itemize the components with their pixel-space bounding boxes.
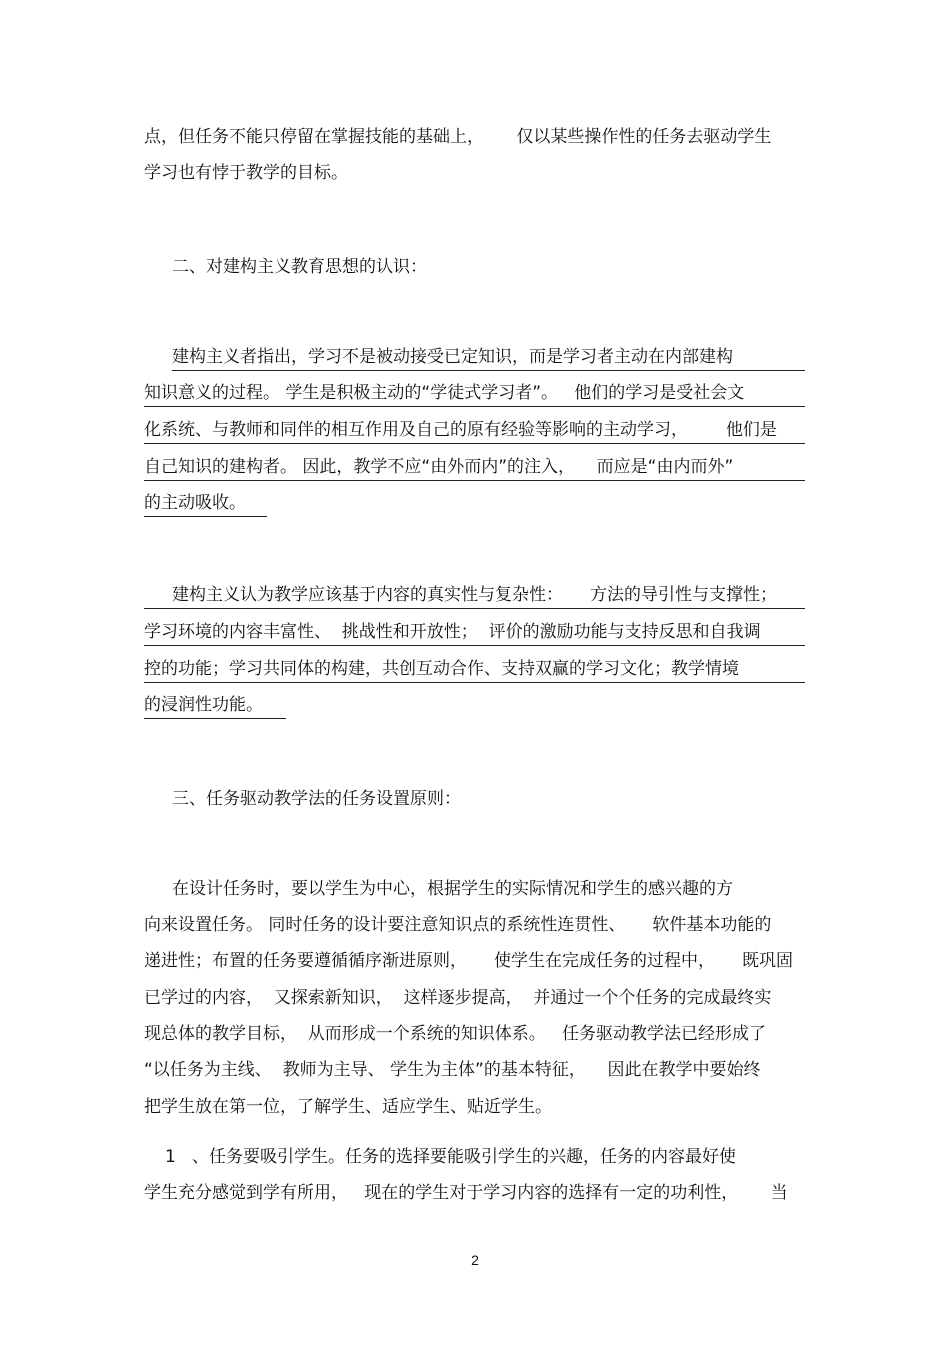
body-text-line: 把学生放在第一位，了解学生、适应学生、贴近学生。 — [144, 1097, 552, 1117]
body-text-line: 学习也有悖于教学的目标。 — [144, 163, 348, 183]
body-text-line: 现总体的教学目标， 从而形成一个系统的知识体系。 任务驱动教学法已经形成了 — [144, 1024, 767, 1044]
section-heading-2: 二、对建构主义教育思想的认识： — [172, 257, 427, 277]
underlined-text-line: 知识意义的过程。 学生是积极主动的“学徒式学习者”。 他们的学习是受社会文 — [144, 382, 805, 407]
underlined-text-line: 的浸润性功能。 — [144, 694, 286, 719]
underlined-text-line: 控的功能；学习共同体的构建，共创互动合作、支持双赢的学习文化；教学情境 — [144, 658, 805, 683]
body-text-line: 学生充分感觉到学有所用， 现在的学生对于学习内容的选择有一定的功利性， 当 — [144, 1183, 788, 1203]
section-heading-3: 三、任务驱动教学法的任务设置原则： — [172, 789, 461, 809]
body-text-line: 向来设置任务。 同时任务的设计要注意知识点的系统性连贯性、 软件基本功能的 — [144, 915, 772, 935]
list-item-1-text: 1 、任务要吸引学生。任务的选择要能吸引学生的兴趣，任务的内容最好使 — [165, 1147, 737, 1167]
underlined-text-line: 的主动吸收。 — [144, 492, 267, 517]
underlined-text-line: 自己知识的建构者。 因此，教学不应“由外而内”的注入， 而应是“由内而外” — [144, 456, 805, 481]
body-text-line: 递进性；布置的任务要遵循循序渐进原则， 使学生在完成任务的过程中， 既巩固 — [144, 951, 794, 971]
underlined-text-line: 学习环境的内容丰富性、 挑战性和开放性； 评价的激励功能与支持反思和自我调 — [144, 621, 805, 646]
underlined-text-line: 建构主义者指出，学习不是被动接受已定知识，而是学习者主动在内部建构 — [172, 346, 805, 371]
underlined-text-line: 化系统、与教师和同伴的相互作用及自己的原有经验等影响的主动学习， 他们是 — [144, 419, 805, 444]
body-text-line: 已学过的内容， 又探索新知识， 这样逐步提高， 并通过一个个任务的完成最终实 — [144, 988, 772, 1008]
body-text-line: 在设计任务时，要以学生为中心，根据学生的实际情况和学生的感兴趣的方 — [172, 879, 733, 899]
page-number: 2 — [471, 1252, 479, 1268]
body-text-line: 点，但任务不能只停留在掌握技能的基础上， 仅以某些操作性的任务去驱动学生 — [144, 127, 772, 147]
body-text-line: “以任务为主线、 教师为主导、 学生为主体”的基本特征， 因此在教学中要始终 — [144, 1060, 761, 1080]
underlined-text-line: 建构主义认为教学应该基于内容的真实性与复杂性： 方法的导引性与支撑性； — [144, 584, 805, 609]
